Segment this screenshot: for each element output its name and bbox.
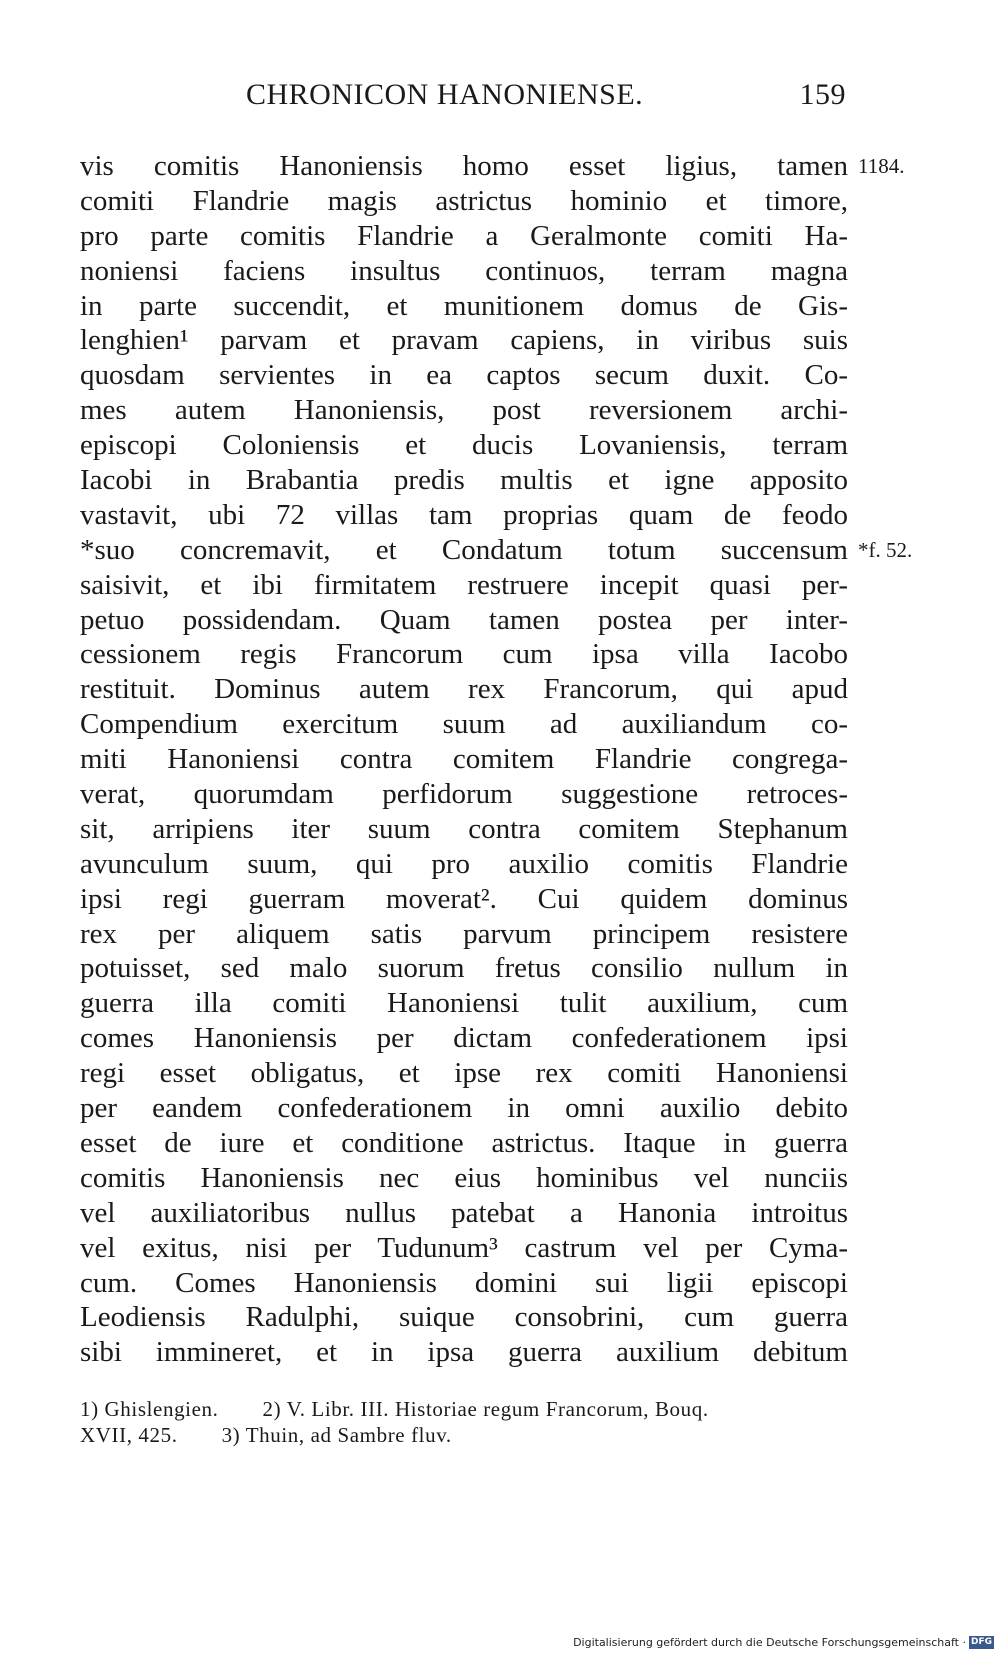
text-line — [80, 1196, 848, 1231]
text-line-content: noniensi faciens insultus continuos, terram magna — [80, 254, 848, 287]
footnote-2-continued: XVII, 425. — [80, 1423, 178, 1447]
text-line — [80, 1056, 848, 1091]
margin-note: *f. 52. — [858, 537, 913, 562]
text-line — [80, 707, 848, 742]
text-line-content: Compendium exercitum suum ad auxiliandum co- — [80, 708, 848, 741]
text-line-content: sit, arripiens iter suum contra comitem Stephanum — [80, 812, 848, 845]
text-line-content: per eandem confederationem in omni auxilio debito — [80, 1092, 848, 1125]
text-line — [80, 672, 848, 707]
text-line-content: comitis Hanoniensis nec eius hominibus vel nunciis — [80, 1161, 848, 1194]
text-line-content: mes autem Hanoniensis, post reversionem archi- — [80, 394, 848, 427]
text-line-content: saisivit, et ibi firmitatem restruere incepit quasi per- — [80, 568, 848, 601]
text-line — [80, 1091, 848, 1126]
text-line — [80, 882, 848, 917]
text-line — [80, 323, 848, 358]
text-line-content: comiti Flandrie magis astrictus hominio et timore, — [80, 184, 848, 217]
text-line — [80, 219, 848, 254]
text-line-content: vel auxiliatoribus nullus patebat a Hanonia introitus — [80, 1196, 848, 1229]
text-line-content: Leodiensis Radulphi, suique consobrini, cum guerra — [80, 1301, 848, 1334]
text-line-content: verat, quorumdam perfidorum suggestione retroces- — [80, 778, 848, 811]
text-line — [80, 847, 848, 882]
text-line — [80, 149, 905, 184]
text-line — [80, 637, 848, 672]
margin-note: 1184. — [858, 154, 905, 178]
credit-text: Digitalisierung gefördert durch die Deutsche Forschungsgemeinschaft · — [573, 1636, 966, 1649]
text-line-content: vastavit, ubi 72 villas tam proprias quam de feodo — [80, 498, 848, 531]
text-line — [80, 289, 848, 324]
text-line — [80, 184, 848, 219]
text-line-content: episcopi Coloniensis et ducis Lovaniensis, terram — [80, 429, 848, 462]
text-line — [80, 254, 848, 289]
text-line — [80, 812, 848, 847]
main-text — [80, 149, 913, 1370]
footnote-1: 1) Ghislengien. — [80, 1397, 219, 1421]
digitization-credit — [573, 1636, 994, 1649]
footnote-line — [80, 1396, 848, 1422]
footnote-3: 3) Thuin, ad Sambre fluv. — [221, 1423, 452, 1447]
text-line — [80, 777, 848, 812]
text-line-content: vel exitus, nisi per Tudunum³ castrum vel per Cyma- — [80, 1231, 848, 1264]
footnote-2: 2) V. Libr. III. Historiae regum Francorum, Bouq. — [262, 1397, 709, 1421]
text-line-content: cum. Comes Hanoniensis domini sui ligii episcopi — [80, 1266, 848, 1299]
dfg-logo: DFG — [970, 1637, 992, 1647]
text-line-content: rex per aliquem satis parvum principem resistere — [80, 917, 848, 950]
text-line — [80, 1335, 848, 1370]
text-line-content: petuo possidendam. Quam tamen postea per inter- — [80, 603, 848, 636]
text-line — [80, 428, 848, 463]
text-line-content: comes Hanoniensis per dictam confederationem ipsi — [80, 1022, 848, 1055]
text-line-content: *suo concremavit, et Condatum totum succensum — [80, 533, 848, 566]
text-line-content: cessionem regis Francorum cum ipsa villa Iacobo — [80, 638, 848, 671]
text-line — [80, 568, 848, 603]
text-line — [80, 1126, 848, 1161]
text-line-content: vis comitis Hanoniensis homo esset ligius, tamen — [80, 150, 848, 182]
text-line-content: potuisset, sed malo suorum fretus consilio nullum in — [80, 952, 848, 985]
text-line — [80, 1231, 848, 1266]
text-line — [80, 951, 848, 986]
footnote-line — [80, 1422, 848, 1448]
text-line — [80, 533, 913, 568]
text-line-content: lenghien¹ parvam et pravam capiens, in viribus suis — [80, 324, 848, 357]
text-line — [80, 1300, 848, 1335]
text-line-content: Iacobi in Brabantia predis multis et igne apposito — [80, 464, 848, 497]
running-title: CHRONICON HANONIENSE. — [246, 78, 644, 111]
text-line — [80, 358, 848, 393]
text-line — [80, 1161, 848, 1196]
text-line-content: pro parte comitis Flandrie a Geralmonte comiti Ha- — [80, 219, 848, 252]
text-line — [80, 986, 848, 1021]
text-line — [80, 1021, 848, 1056]
page-header — [80, 78, 848, 118]
text-line — [80, 917, 848, 952]
page-number: 159 — [799, 78, 846, 111]
text-line-content: guerra illa comiti Hanoniensi tulit auxilium, cum — [80, 987, 848, 1020]
text-line-content: quosdam servientes in ea captos secum duxit. Co- — [80, 359, 848, 392]
text-line-content: esset de iure et conditione astrictus. Itaque in guerra — [80, 1126, 848, 1159]
text-line-content: avunculum suum, qui pro auxilio comitis Flandrie — [80, 847, 848, 880]
text-line — [80, 603, 848, 638]
text-line-content: sibi immineret, et in ipsa guerra auxilium debitum — [80, 1336, 848, 1369]
text-line-content: in parte succendit, et munitionem domus de Gis- — [80, 289, 848, 322]
text-line-content: restituit. Dominus autem rex Francorum, qui apud — [80, 673, 848, 706]
text-line-content: ipsi regi guerram moverat². Cui quidem dominus — [80, 882, 848, 915]
text-line — [80, 463, 848, 498]
text-line — [80, 1266, 848, 1301]
text-line-content: regi esset obligatus, et ipse rex comiti Hanoniensi — [80, 1057, 848, 1090]
footnotes — [80, 1396, 848, 1448]
text-line — [80, 498, 848, 533]
text-line — [80, 742, 848, 777]
text-line — [80, 393, 848, 428]
text-line-content: miti Hanoniensi contra comitem Flandrie congrega- — [80, 743, 848, 776]
